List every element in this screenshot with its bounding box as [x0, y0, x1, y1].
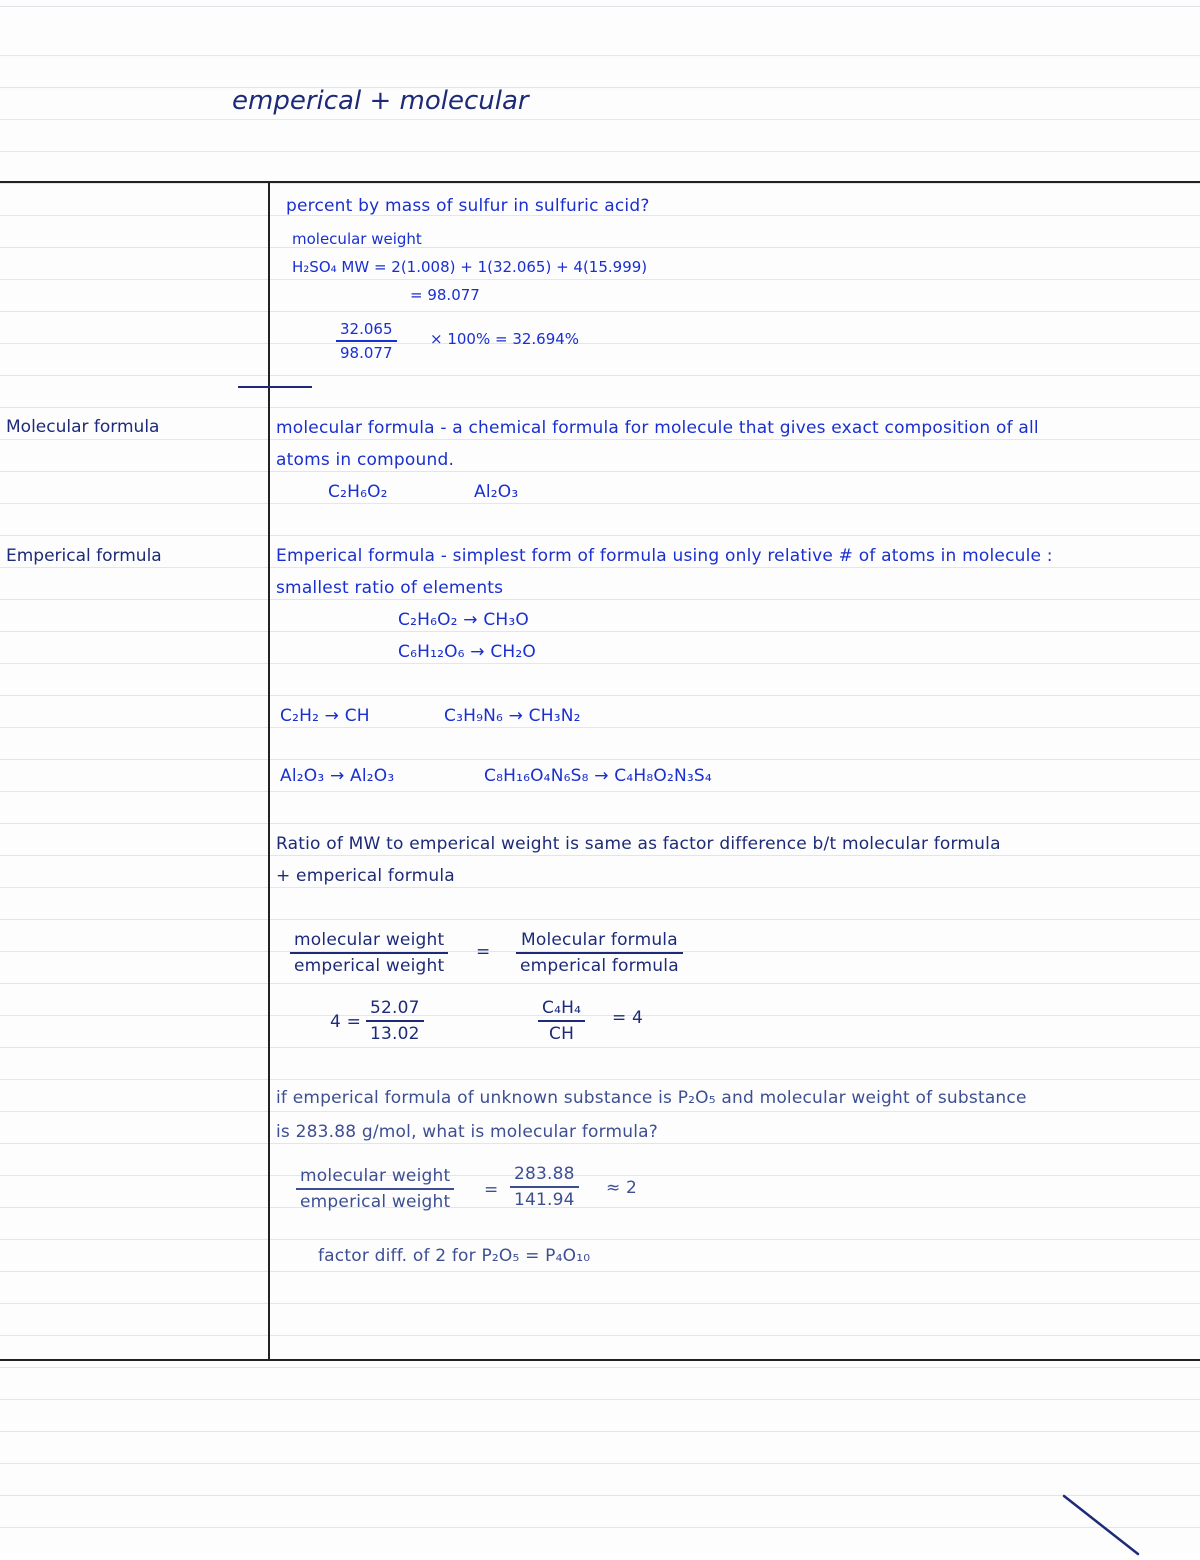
ratio-example-num: 52.07 — [366, 998, 424, 1022]
page-title: emperical + molecular — [232, 86, 529, 116]
ratio-equals: = — [476, 942, 491, 962]
molecular-definition-line1: molecular formula - a chemical formula for molecule that gives exact composition of all — [276, 418, 1039, 438]
footer-rule — [0, 1359, 1200, 1361]
empirical-conversion-3b: C₃H₉N₆ → CH₃N₂ — [444, 706, 581, 726]
ratio-formula-fraction — [538, 998, 585, 1044]
problem-right-fraction — [510, 1164, 579, 1210]
ratio-statement-line2: + emperical formula — [276, 866, 455, 886]
intro-fraction-rest: × 100% = 32.694% — [430, 330, 580, 348]
header-rule — [0, 181, 1200, 183]
ratio-formula-den: CH — [549, 1024, 575, 1044]
empirical-conversion-3a: C₂H₂ → CH — [280, 706, 370, 726]
ratio-formula-suffix: = 4 — [612, 1008, 644, 1028]
problem-answer: factor diff. of 2 for P₂O₅ = P₄O₁₀ — [318, 1246, 591, 1266]
problem-line2: is 283.88 g/mol, what is molecular formula? — [276, 1122, 659, 1142]
problem-right-num: 283.88 — [510, 1164, 579, 1188]
ratio-example-den: 13.02 — [370, 1024, 420, 1044]
problem-equals: = — [484, 1180, 499, 1200]
empirical-conversion-1: C₂H₆O₂ → CH₃O — [398, 610, 529, 630]
molecular-definition-line2: atoms in compound. — [276, 450, 455, 470]
ratio-left-num: molecular weight — [290, 930, 448, 954]
section-divider — [238, 386, 312, 388]
ratio-left-den: emperical weight — [294, 956, 445, 976]
empirical-definition-line2: smallest ratio of elements — [276, 578, 504, 598]
problem-left-num: molecular weight — [296, 1166, 454, 1190]
intro-fraction-num: 32.065 — [336, 320, 397, 342]
sidebar-empirical-heading: Emperical formula — [6, 546, 162, 566]
molecular-example-2: Al₂O₃ — [474, 482, 519, 502]
problem-left-fraction — [296, 1166, 454, 1212]
intro-mw-result: = 98.077 — [410, 286, 480, 304]
pen-stroke-mark — [1060, 1490, 1150, 1560]
intro-question: percent by mass of sulfur in sulfuric acid? — [286, 196, 650, 216]
empirical-definition-line1: Emperical formula - simplest form of formula using only relative # of atoms in molecule : — [276, 546, 1053, 566]
problem-right-den: 141.94 — [514, 1190, 575, 1210]
margin-line — [268, 181, 270, 1361]
problem-line1: if emperical formula of unknown substance is P₂O₅ and molecular weight of substance — [276, 1088, 1027, 1108]
ratio-left-fraction — [290, 930, 448, 976]
empirical-conversion-4a: Al₂O₃ → Al₂O₃ — [280, 766, 395, 786]
empirical-conversion-4b: C₈H₁₆O₄N₆S₈ → C₄H₈O₂N₃S₄ — [484, 766, 712, 786]
ratio-formula-num: C₄H₄ — [538, 998, 585, 1022]
ratio-right-fraction — [516, 930, 683, 976]
intro-fraction-den: 98.077 — [340, 344, 393, 362]
intro-label: molecular weight — [292, 230, 422, 248]
intro-fraction — [336, 320, 397, 362]
ratio-example-fraction — [366, 998, 424, 1044]
ratio-right-den: emperical formula — [520, 956, 679, 976]
molecular-example-1: C₂H₆O₂ — [328, 482, 388, 502]
problem-left-den: emperical weight — [300, 1192, 451, 1212]
empirical-conversion-2: C₆H₁₂O₆ → CH₂O — [398, 642, 536, 662]
problem-result: ≈ 2 — [606, 1178, 638, 1198]
ratio-right-num: Molecular formula — [516, 930, 683, 954]
intro-mw-line: H₂SO₄ MW = 2(1.008) + 1(32.065) + 4(15.999) — [292, 258, 648, 276]
ratio-example-prefix: 4 = — [330, 1012, 362, 1032]
sidebar-molecular-heading: Molecular formula — [6, 417, 160, 437]
ratio-statement-line1: Ratio of MW to emperical weight is same as factor difference b/t molecular formula — [276, 834, 1001, 854]
